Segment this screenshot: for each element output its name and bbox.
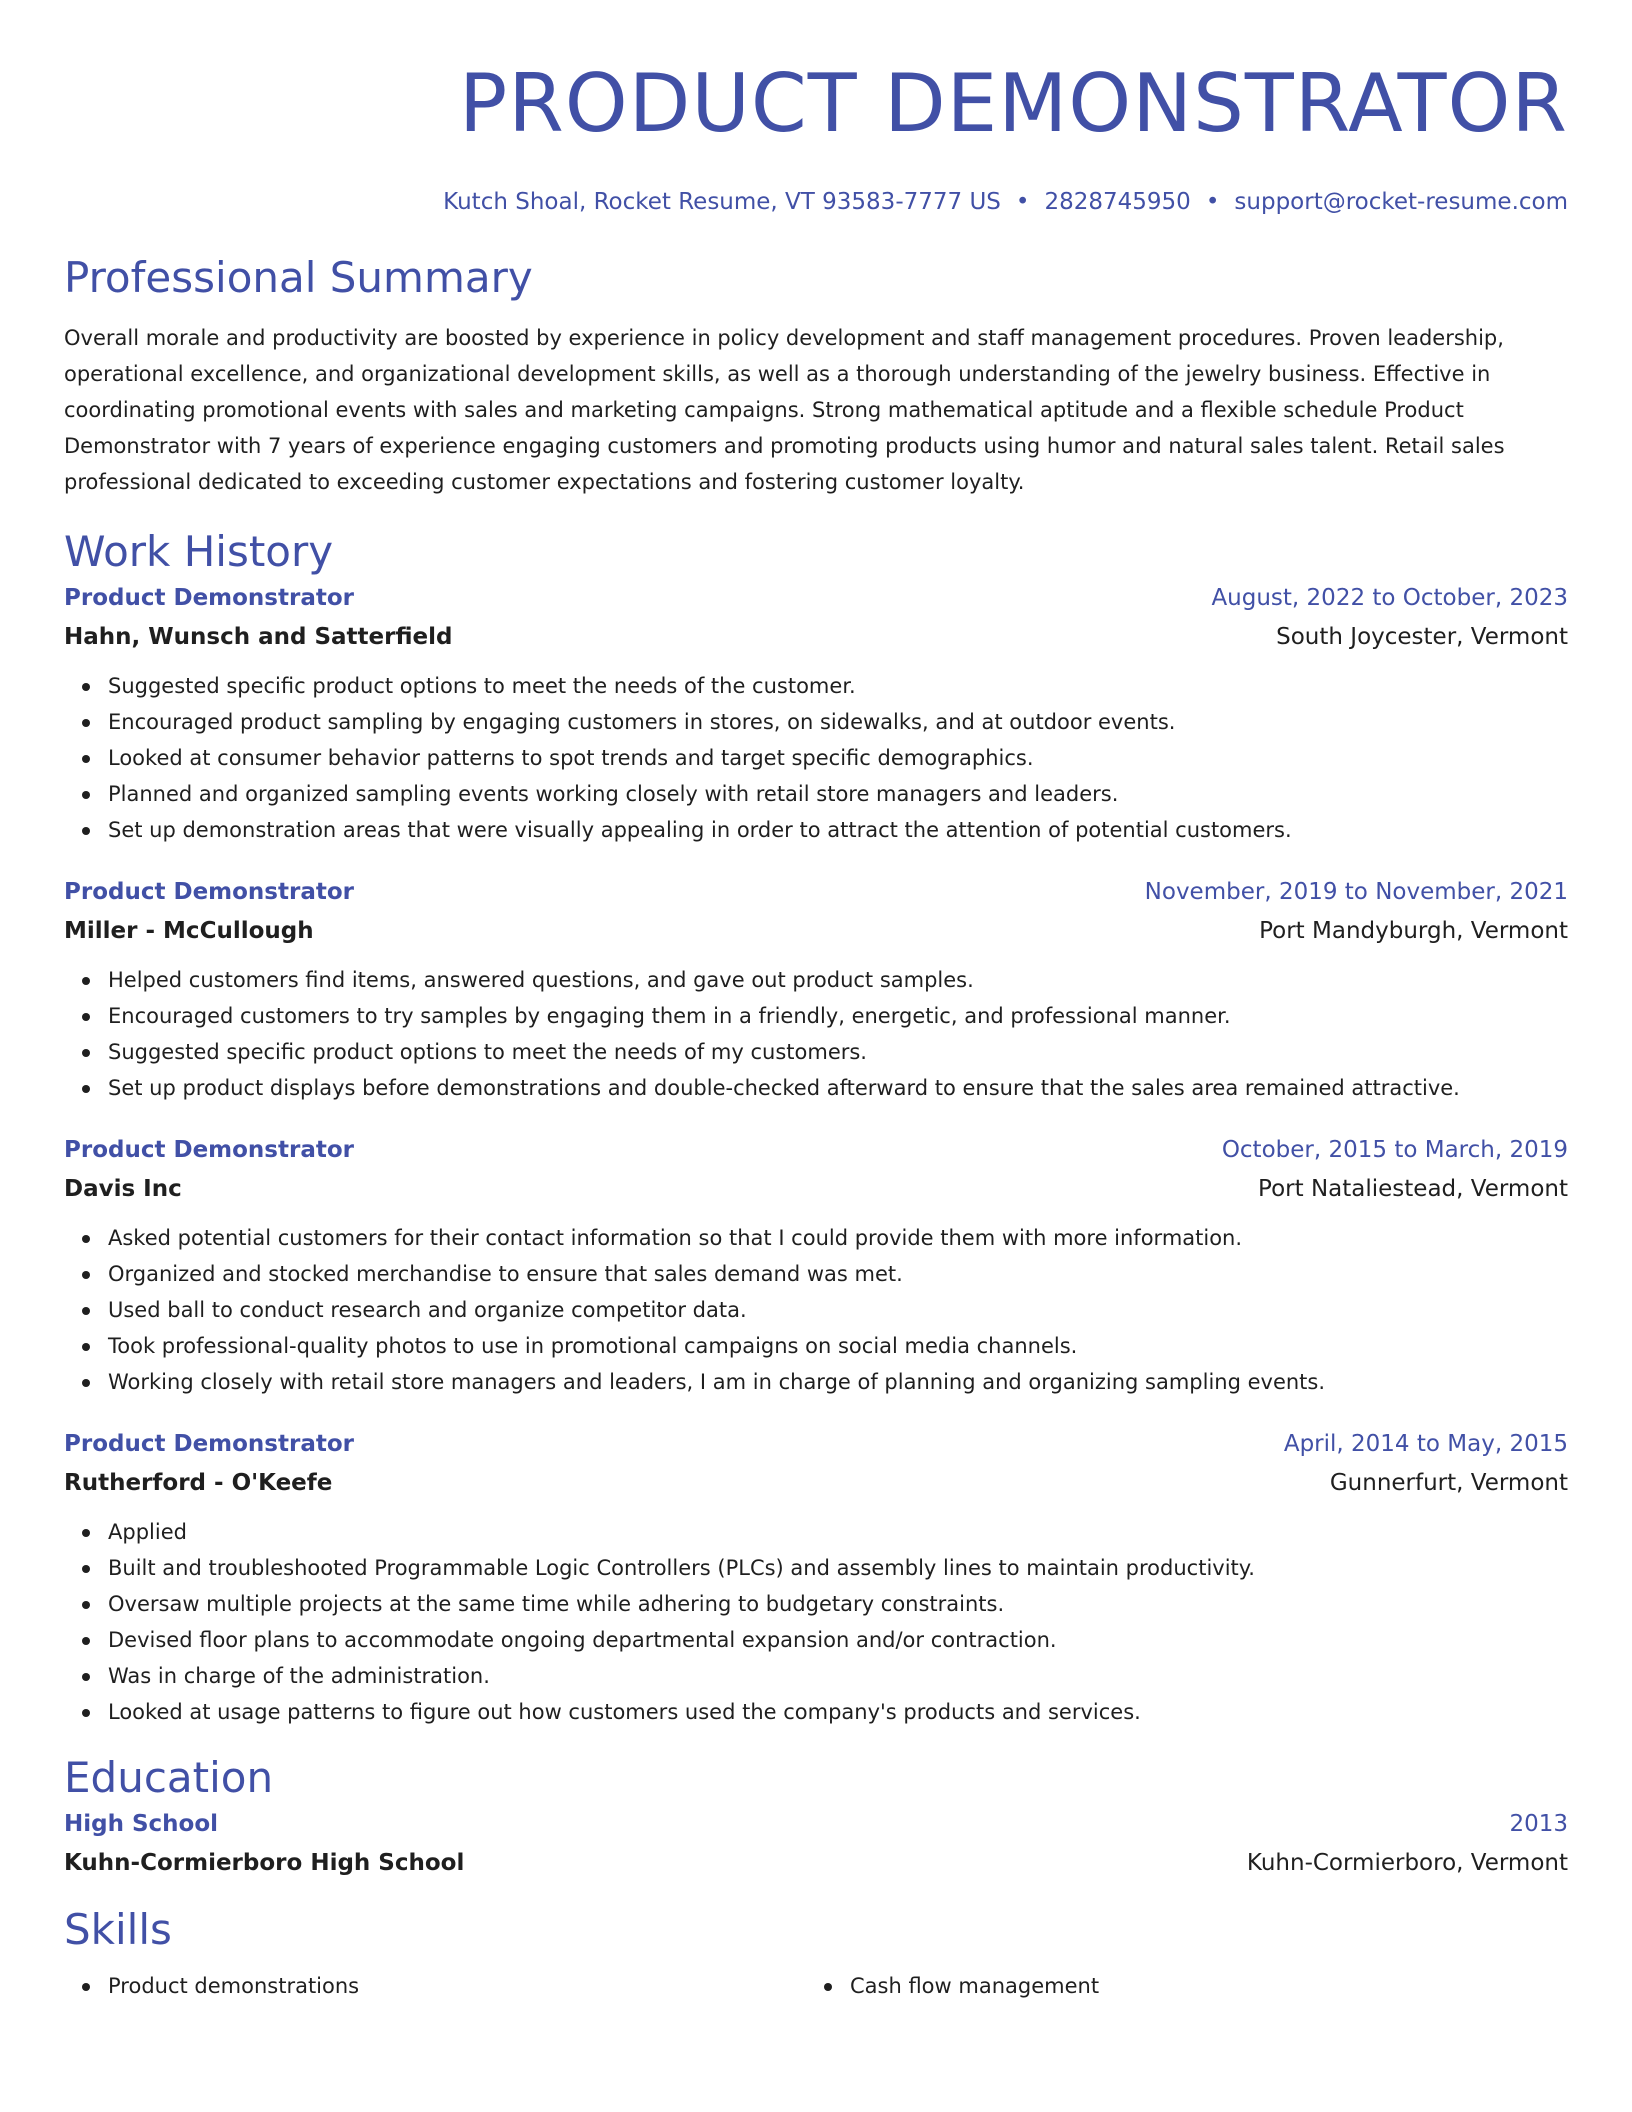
- job-bullet: Planned and organized sampling events working closely with retail store managers and leaders.: [108, 776, 1568, 812]
- summary-heading: Professional Summary: [64, 253, 533, 302]
- job-company: Miller - McCullough: [64, 918, 314, 944]
- job-bullet: Built and troubleshooted Programmable Logic Controllers (PLCs) and assembly lines to maintain productivity.: [108, 1550, 1568, 1586]
- job-bullet: Applied: [108, 1514, 1568, 1550]
- job-bullet-list: [64, 962, 1568, 1106]
- job-dates: November, 2019 to November, 2021: [1144, 879, 1568, 905]
- job-company: Hahn, Wunsch and Satterfield: [64, 624, 453, 650]
- job-title: Product Demonstrator: [64, 1137, 354, 1163]
- job-dates: April, 2014 to May, 2015: [1283, 1431, 1568, 1457]
- job-bullet: Helped customers find items, answered questions, and gave out product samples.: [108, 962, 1568, 998]
- contact-address: Kutch Shoal, Rocket Resume, VT 93583-7777 US: [443, 189, 1001, 215]
- education-degree: High School: [64, 1811, 219, 1837]
- skill-item: Cash flow management: [850, 1968, 1548, 2004]
- job-bullet: Suggested specific product options to meet the needs of the customer.: [108, 668, 1568, 704]
- skills-heading: Skills: [64, 1905, 172, 1954]
- job-bullet-list: [64, 1220, 1568, 1400]
- resume-title: PRODUCT DEMONSTRATOR: [458, 57, 1568, 150]
- job-bullet-list: [64, 1514, 1568, 1730]
- job-bullet: Working closely with retail store managers and leaders, I am in charge of planning and organizing sampling events.: [108, 1364, 1568, 1400]
- job-entry: [64, 578, 1568, 848]
- skills-grid: [64, 1968, 1568, 2004]
- job-title: Product Demonstrator: [64, 879, 354, 905]
- work-history-list: [64, 578, 1568, 1730]
- job-location: Gunnerfurt, Vermont: [1329, 1470, 1568, 1496]
- skills-list-left: [64, 1968, 806, 2004]
- job-bullet: Suggested specific product options to meet the needs of my customers.: [108, 1034, 1568, 1070]
- job-title: Product Demonstrator: [64, 585, 354, 611]
- job-bullet: Took professional-quality photos to use in promotional campaigns on social media channels.: [108, 1328, 1568, 1364]
- job-bullet: Asked potential customers for their contact information so that I could provide them with more information.: [108, 1220, 1568, 1256]
- education-location: Kuhn-Cormierboro, Vermont: [1246, 1850, 1568, 1876]
- job-bullet: Used ball to conduct research and organize competitor data.: [108, 1292, 1568, 1328]
- job-entry: [64, 872, 1568, 1106]
- contact-email[interactable]: support@rocket-resume.com: [1234, 189, 1568, 215]
- job-bullet: Encouraged product sampling by engaging customers in stores, on sidewalks, and at outdoor events.: [108, 704, 1568, 740]
- education-entry: [64, 1804, 1568, 1882]
- job-bullet: Organized and stocked merchandise to ensure that sales demand was met.: [108, 1256, 1568, 1292]
- job-company: Rutherford - O'Keefe: [64, 1470, 333, 1496]
- skills-column-left: [64, 1968, 806, 2004]
- job-location: Port Mandyburgh, Vermont: [1259, 918, 1568, 944]
- education-year: 2013: [1509, 1811, 1568, 1837]
- job-entry: [64, 1424, 1568, 1730]
- job-bullet: Oversaw multiple projects at the same time while adhering to budgetary constraints.: [108, 1586, 1568, 1622]
- contact-separator: •: [1205, 189, 1220, 215]
- job-bullet: Set up product displays before demonstrations and double-checked afterward to ensure that the sales area remained attractive.: [108, 1070, 1568, 1106]
- job-bullet: Was in charge of the administration.: [108, 1658, 1568, 1694]
- skills-column-right: [806, 1968, 1548, 2004]
- job-bullet: Looked at consumer behavior patterns to spot trends and target specific demographics.: [108, 740, 1568, 776]
- contact-phone: 2828745950: [1044, 189, 1191, 215]
- job-bullet: Looked at usage patterns to figure out how customers used the company's products and services.: [108, 1694, 1568, 1730]
- education-school: Kuhn-Cormierboro High School: [64, 1850, 465, 1876]
- job-dates: August, 2022 to October, 2023: [1211, 585, 1568, 611]
- contact-separator: •: [1015, 189, 1030, 215]
- education-heading: Education: [64, 1753, 274, 1802]
- job-entry: [64, 1130, 1568, 1400]
- job-dates: October, 2015 to March, 2019: [1221, 1137, 1568, 1163]
- skills-list-right: [806, 1968, 1548, 2004]
- job-title: Product Demonstrator: [64, 1431, 354, 1457]
- contact-line: [64, 186, 1568, 218]
- job-bullet-list: [64, 668, 1568, 848]
- summary-text: Overall morale and productivity are boosted by experience in policy development and staff management procedures. Proven leadership, operational excellence, and organizational development skills, as well as a thorough understanding of the jewelry business. Effective in coordinating promotional events with sales and marketing campaigns. Strong mathematical aptitude and a flexible schedule Product Demonstrator with 7 years of experience engaging customers and promoting products using humor and natural sales talent. Retail sales professional dedicated to exceeding customer expectations and fostering customer loyalty.: [64, 326, 1505, 494]
- work-history-heading: Work History: [64, 527, 334, 576]
- job-bullet: Encouraged customers to try samples by engaging them in a friendly, energetic, and professional manner.: [108, 998, 1568, 1034]
- job-location: Port Nataliestead, Vermont: [1258, 1176, 1568, 1202]
- job-location: South Joycester, Vermont: [1276, 624, 1568, 650]
- job-bullet: Set up demonstration areas that were visually appealing in order to attract the attention of potential customers.: [108, 812, 1568, 848]
- job-company: Davis Inc: [64, 1176, 182, 1202]
- job-bullet: Devised floor plans to accommodate ongoing departmental expansion and/or contraction.: [108, 1622, 1568, 1658]
- skill-item: Product demonstrations: [108, 1968, 806, 2004]
